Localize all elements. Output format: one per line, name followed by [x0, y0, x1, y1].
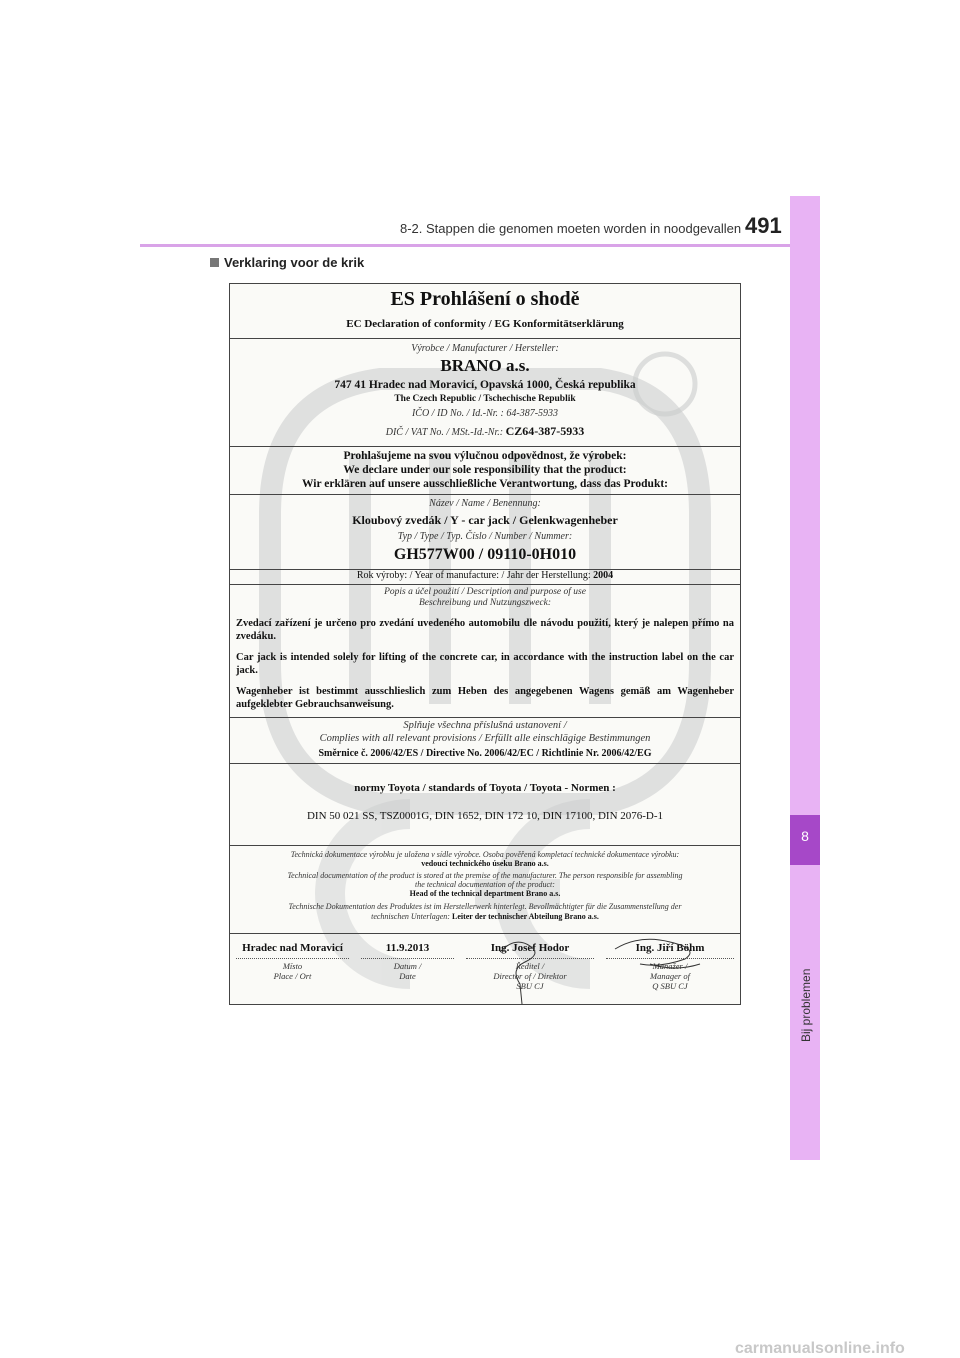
standards-row	[230, 764, 740, 846]
manufacturer-row	[230, 339, 740, 447]
ico-value: 64-387-5933	[506, 408, 559, 419]
chapter-side-label: Bij problemen	[799, 968, 813, 1042]
techdoc-en-2: the technical documentation of the product:	[415, 880, 555, 889]
dic-value: CZ64-387-5933	[505, 424, 585, 438]
dic-label: DIČ / VAT No. / MSt.-Id.-Nr.:	[385, 427, 504, 438]
manufacturer-address: 747 41 Hradec nad Moravicí, Opavská 1000, Česká republika	[334, 379, 636, 391]
signature-director-role-3: SBU CJ	[516, 981, 544, 991]
section-title: Verklaring voor de krik	[224, 255, 365, 270]
techdoc-en-1: Technical documentation of the product is stored at the premise of the manufacturer. The person responsible for assembling	[287, 871, 683, 880]
signature-director-role-2: Director of / Direktor	[493, 971, 567, 981]
signature-row	[230, 934, 740, 1004]
complies-en-de: Complies with all relevant provisions / Erfüllt alle einschlägige Bestimmungen	[319, 733, 651, 744]
techdoc-de-2: technischen Unterlagen:	[371, 912, 450, 921]
manufacturer-label: Výrobce / Manufacturer / Hersteller:	[411, 343, 559, 354]
declare-en: We declare under our sole responsibility that the product:	[343, 464, 627, 476]
signature-manager-role-3: Q SBU CJ	[652, 981, 688, 991]
year-line	[230, 570, 740, 581]
type-label: Typ / Type / Typ. Číslo / Number / Nummer:	[397, 531, 573, 542]
declare-de: Wir erklären auf unsere ausschließliche Verantwortung, dass das Produkt:	[301, 478, 669, 490]
techdoc-cz-2: vedoucí technického úseku Brano a.s.	[421, 859, 549, 868]
standards-label: normy Toyota / standards of Toyota / Toyota - Normen :	[354, 782, 616, 794]
techdoc-row	[230, 846, 740, 934]
signature-manager-role-2: Manager of	[650, 971, 690, 981]
purpose-en: Car jack is intended solely for lifting of the concrete car, in accordance with the instruction label on the car jack.	[236, 652, 734, 676]
purpose-cz: Zvedací zařízení je určeno pro zvedání uvedeného automobilu dle návodu použití, který je nalepen přímo na zvedáku.	[236, 618, 734, 642]
signature-date-role-1: Datum /	[393, 961, 422, 971]
declaration-certificate	[229, 283, 741, 1005]
certificate-subtitle: EC Declaration of conformity / EG Konformitätserklärung	[346, 318, 624, 330]
signature-director-role-1: Ředitel /	[515, 961, 545, 971]
year-value: 2004	[593, 570, 614, 581]
signature-place-name: Hradec nad Moravicí	[242, 942, 343, 954]
techdoc-de-line2	[230, 912, 740, 921]
techdoc-cz-1: Technická dokumentace výrobku je uložena v sídle výrobce. Osoba pověřená kompletací technické dokumentace výrobku:	[290, 850, 680, 859]
purpose-row	[230, 585, 740, 718]
signature-place-role-1: Místo	[282, 961, 303, 971]
signature-date-role-2: Date	[399, 971, 416, 981]
manufacturer-country: The Czech Republic / Tschechische Republik	[394, 394, 576, 404]
techdoc-de-1: Technische Dokumentation des Produktes ist im Herstellerwerk hinterlegt. Bevollmächtigter für die Zusammenstellung der	[288, 902, 682, 911]
complies-cz: Splňuje všechna příslušná ustanovení /	[403, 720, 567, 731]
signature-director-name: Ing. Josef Hodor	[490, 942, 570, 954]
year-label: Rok výroby: / Year of manufacture: / Jahr der Herstellung:	[356, 570, 591, 581]
page-number: 491	[745, 213, 782, 238]
signature-place-role-2: Place / Ort	[273, 971, 312, 981]
square-bullet-icon	[210, 258, 219, 267]
signature-manager-role-1: Manažer /	[652, 961, 688, 971]
signature-manager-name: Ing. Jiří Böhm	[635, 942, 705, 954]
ico-line	[230, 408, 740, 419]
site-watermark: carmanualsonline.info	[735, 1340, 905, 1357]
certificate-title: ES Prohlášení o shodě	[390, 288, 580, 310]
header-rule	[140, 244, 790, 247]
chapter-number: 8	[801, 828, 809, 844]
product-name: Kloubový zvedák / Y - car jack / Gelenkwagenheber	[352, 513, 618, 527]
dic-line	[230, 424, 740, 439]
type-value: GH577W00 / 09110-0H010	[393, 546, 577, 563]
ico-label: IČO / ID No. / Id.-Nr. :	[411, 408, 504, 419]
signature-date-value: 11.9.2013	[385, 942, 430, 954]
declaration-row	[230, 447, 740, 495]
name-label: Název / Name / Benennung:	[429, 498, 541, 509]
standards-list: DIN 50 021 SS, TSZ0001G, DIN 1652, DIN 172 10, DIN 17100, DIN 2076-D-1	[306, 810, 664, 822]
chapter-heading: 8-2. Stappen die genomen moeten worden in noodgevallen	[400, 221, 742, 236]
title-row	[230, 284, 740, 339]
declare-cz: Prohlašujeme na svou výlučnou odpovědnost, že výrobek:	[343, 450, 627, 462]
techdoc-de-3: Leiter der technischer Abteilung Brano a.s.	[451, 912, 599, 921]
purpose-de: Wagenheber ist bestimmt ausschlieslich zum Heben des angegebenen Wagens gemäß am Wagenheber aufgeklebter Gebrauchsanweisung.	[236, 686, 734, 710]
product-row	[230, 495, 740, 570]
year-row	[230, 570, 740, 585]
manufacturer-name: BRANO a.s.	[440, 356, 530, 375]
compliance-row	[230, 718, 740, 764]
section-heading	[210, 255, 364, 270]
handwritten-signatures	[230, 934, 740, 1004]
techdoc-en-3: Head of the technical department Brano a.s.	[409, 889, 561, 898]
directive-line: Směrnice č. 2006/42/ES / Directive No. 2006/42/EC / Richtlinie Nr. 2006/42/EG	[318, 748, 652, 759]
purpose-label-1: Popis a účel použití / Description and purpose of use	[384, 587, 586, 597]
purpose-label-2: Beschreibung und Nutzungszweck:	[418, 598, 552, 608]
